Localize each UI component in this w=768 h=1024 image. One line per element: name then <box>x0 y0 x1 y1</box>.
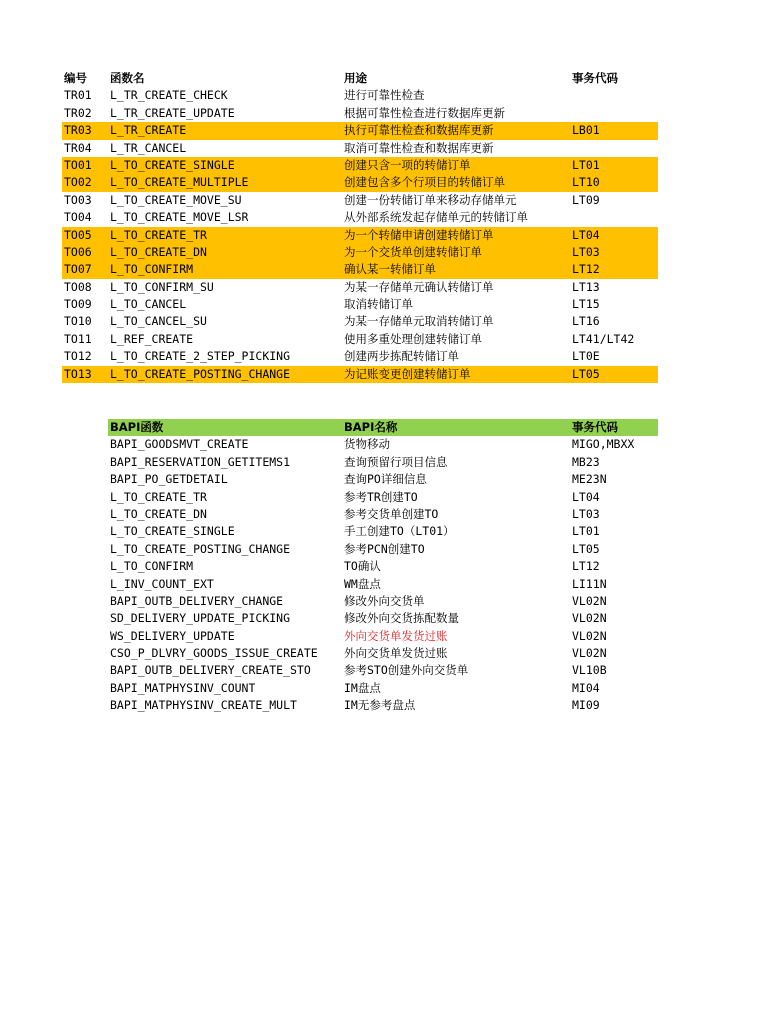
row-bapi-tcode: MI09 <box>572 698 600 713</box>
row-id: TO05 <box>64 227 92 242</box>
row-bapi-tcode: ME23N <box>572 472 607 487</box>
header-tcode: 事务代码 <box>572 71 618 85</box>
row-id: TO04 <box>64 210 92 225</box>
row-bapi-name: 查询预留行项目信息 <box>344 454 448 469</box>
row-bapi-tcode: MIGO,MBXX <box>572 437 635 452</box>
table-row <box>108 662 658 679</box>
row-purpose: 创建包含多个行项目的转储订单 <box>344 175 505 190</box>
row-bapi-tcode: VL02N <box>572 628 607 643</box>
row-bapi-name: 修改外向交货单 <box>344 593 425 608</box>
row-bapi-name: IM无参考盘点 <box>344 698 416 713</box>
row-bapi-function: SD_DELIVERY_UPDATE_PICKING <box>110 611 291 626</box>
table-row <box>62 261 658 278</box>
row-purpose: 创建两步拣配转储订单 <box>344 349 459 364</box>
row-tcode: LT16 <box>572 314 600 329</box>
table-row <box>62 209 658 226</box>
row-bapi-name: 修改外向交货拣配数量 <box>344 611 459 626</box>
row-bapi-name: 外向交货单发货过账 <box>344 628 448 643</box>
table-row <box>108 593 658 610</box>
row-tcode: LT05 <box>572 366 600 381</box>
row-bapi-tcode: MB23 <box>572 454 600 469</box>
row-bapi-function: BAPI_MATPHYSINV_COUNT <box>110 680 256 695</box>
table-row <box>62 140 658 157</box>
row-function-name: L_TO_CONFIRM_SU <box>110 279 214 294</box>
row-function-name: L_REF_CREATE <box>110 331 194 346</box>
row-function-name: L_TR_CREATE_UPDATE <box>110 105 235 120</box>
table-row <box>62 105 658 122</box>
row-purpose: 执行可靠性检查和数据库更新 <box>344 123 494 138</box>
row-bapi-name: 货物移动 <box>344 437 390 452</box>
row-bapi-function: L_INV_COUNT_EXT <box>110 576 214 591</box>
row-bapi-tcode: LT03 <box>572 506 600 521</box>
header-purpose: 用途 <box>344 71 367 85</box>
row-id: TO10 <box>64 314 92 329</box>
row-id: TO09 <box>64 297 92 312</box>
row-id: TO11 <box>64 331 92 346</box>
row-bapi-tcode: LT01 <box>572 524 600 539</box>
table-row <box>62 227 658 244</box>
table-row <box>108 697 658 714</box>
row-bapi-name: WM盘点 <box>344 576 381 591</box>
row-purpose: 进行可靠性检查 <box>344 88 425 103</box>
row-tcode: LT41/LT42 <box>572 331 635 346</box>
row-purpose: 创建只含一项的转储订单 <box>344 157 471 172</box>
row-id: TR02 <box>64 105 92 120</box>
row-bapi-name: 参考交货单创建TO <box>344 506 439 521</box>
row-tcode: LT09 <box>572 192 600 207</box>
row-purpose: 取消转储订单 <box>344 297 413 312</box>
row-bapi-function: BAPI_GOODSMVT_CREATE <box>110 437 249 452</box>
row-bapi-function: BAPI_MATPHYSINV_CREATE_MULT <box>110 698 297 713</box>
row-bapi-name: 外向交货单发货过账 <box>344 646 448 661</box>
table-row <box>62 313 658 330</box>
table-row <box>62 296 658 313</box>
table-row <box>62 348 658 365</box>
row-id: TO12 <box>64 349 92 364</box>
row-bapi-name: 手工创建TO（LT01） <box>344 524 455 539</box>
row-bapi-function: BAPI_PO_GETDETAIL <box>110 472 228 487</box>
row-id: TO03 <box>64 192 92 207</box>
row-id: TO01 <box>64 157 92 172</box>
row-tcode: LB01 <box>572 123 600 138</box>
row-function-name: L_TO_CREATE_2_STEP_PICKING <box>110 349 291 364</box>
row-bapi-function: BAPI_OUTB_DELIVERY_CHANGE <box>110 593 284 608</box>
row-tcode: LT13 <box>572 279 600 294</box>
row-bapi-tcode: VL10B <box>572 663 607 678</box>
table-row <box>108 610 658 627</box>
row-bapi-function: BAPI_RESERVATION_GETITEMS1 <box>110 454 291 469</box>
table-row <box>108 523 658 540</box>
row-function-name: L_TO_CREATE_POSTING_CHANGE <box>110 366 291 381</box>
row-tcode: LT04 <box>572 227 600 242</box>
row-bapi-name: TO确认 <box>344 559 381 574</box>
row-function-name: L_TO_CREATE_SINGLE <box>110 157 235 172</box>
table-row <box>62 122 658 139</box>
table-row <box>108 506 658 523</box>
table-row <box>62 157 658 174</box>
table-row <box>108 628 658 645</box>
bapi-table <box>108 419 658 715</box>
row-function-name: L_TO_CONFIRM <box>110 262 194 277</box>
table-row <box>108 436 658 453</box>
table-row <box>108 541 658 558</box>
row-purpose: 创建一份转储订单来移动存储单元 <box>344 192 517 207</box>
row-id: TR01 <box>64 88 92 103</box>
row-bapi-function: L_TO_CREATE_TR <box>110 489 207 504</box>
row-function-name: L_TO_CANCEL <box>110 297 187 312</box>
row-bapi-tcode: LI11N <box>572 576 607 591</box>
row-function-name: L_TR_CANCEL <box>110 140 187 155</box>
row-id: TO13 <box>64 366 92 381</box>
row-purpose: 为记账变更创建转储订单 <box>344 366 471 381</box>
row-purpose: 为一个交货单创建转储订单 <box>344 244 482 259</box>
row-bapi-tcode: LT12 <box>572 559 600 574</box>
table-row <box>62 331 658 348</box>
row-id: TO06 <box>64 244 92 259</box>
row-tcode: LT15 <box>572 297 600 312</box>
row-bapi-function: L_TO_CREATE_POSTING_CHANGE <box>110 541 291 556</box>
row-function-name: L_TO_CREATE_TR <box>110 227 207 242</box>
row-bapi-name: 参考TR创建TO <box>344 489 418 504</box>
table-row <box>108 471 658 488</box>
row-bapi-function: L_TO_CREATE_SINGLE <box>110 524 235 539</box>
function-table <box>62 70 658 383</box>
row-tcode: LT03 <box>572 244 600 259</box>
row-function-name: L_TO_CREATE_MOVE_SU <box>110 192 242 207</box>
row-purpose: 取消可靠性检查和数据库更新 <box>344 140 494 155</box>
table-row <box>62 366 658 383</box>
table-row <box>108 645 658 662</box>
row-function-name: L_TO_CREATE_MOVE_LSR <box>110 210 249 225</box>
header-bapi-tcode: 事务代码 <box>572 420 618 434</box>
row-purpose: 使用多重处理创建转储订单 <box>344 331 482 346</box>
function-table-body <box>62 87 658 383</box>
row-bapi-function: L_TO_CONFIRM <box>110 559 194 574</box>
row-purpose: 为某一存储单元取消转储订单 <box>344 314 494 329</box>
row-bapi-tcode: MI04 <box>572 680 600 695</box>
row-id: TO02 <box>64 175 92 190</box>
table-row <box>62 87 658 104</box>
row-id: TR04 <box>64 140 92 155</box>
row-id: TO08 <box>64 279 92 294</box>
row-tcode: LT0E <box>572 349 600 364</box>
row-id: TO07 <box>64 262 92 277</box>
header-function-name: 函数名 <box>110 71 145 85</box>
table-row <box>108 454 658 471</box>
bapi-table-header <box>108 419 658 436</box>
table-row <box>108 576 658 593</box>
row-bapi-tcode: LT05 <box>572 541 600 556</box>
table-row <box>62 279 658 296</box>
row-bapi-function: WS_DELIVERY_UPDATE <box>110 628 235 643</box>
table-row <box>62 174 658 191</box>
header-id: 编号 <box>64 71 87 85</box>
row-bapi-name: 参考PCN创建TO <box>344 541 425 556</box>
function-table-header <box>62 70 658 87</box>
row-bapi-name: 查询PO详细信息 <box>344 472 427 487</box>
row-purpose: 为一个转储申请创建转储订单 <box>344 227 494 242</box>
row-bapi-function: BAPI_OUTB_DELIVERY_CREATE_STO <box>110 663 311 678</box>
row-function-name: L_TR_CREATE_CHECK <box>110 88 228 103</box>
table-row <box>108 680 658 697</box>
row-function-name: L_TO_CREATE_DN <box>110 244 207 259</box>
row-function-name: L_TO_CREATE_MULTIPLE <box>110 175 249 190</box>
table-row <box>62 192 658 209</box>
row-bapi-name: 参考STO创建外向交货单 <box>344 663 469 678</box>
table-row <box>108 558 658 575</box>
header-bapi-function: BAPI函数 <box>110 420 164 434</box>
row-bapi-tcode: LT04 <box>572 489 600 504</box>
row-function-name: L_TR_CREATE <box>110 123 187 138</box>
row-purpose: 为某一存储单元确认转储订单 <box>344 279 494 294</box>
row-purpose: 从外部系统发起存储单元的转储订单 <box>344 210 528 225</box>
row-bapi-tcode: VL02N <box>572 611 607 626</box>
row-id: TR03 <box>64 123 92 138</box>
row-bapi-tcode: VL02N <box>572 646 607 661</box>
row-tcode: LT10 <box>572 175 600 190</box>
row-purpose: 根据可靠性检查进行数据库更新 <box>344 105 505 120</box>
bapi-table-body <box>108 436 658 714</box>
row-purpose: 确认某一转储订单 <box>344 262 436 277</box>
row-bapi-function: L_TO_CREATE_DN <box>110 506 207 521</box>
row-tcode: LT12 <box>572 262 600 277</box>
row-function-name: L_TO_CANCEL_SU <box>110 314 207 329</box>
row-bapi-name: IM盘点 <box>344 680 381 695</box>
table-row <box>62 244 658 261</box>
row-bapi-function: CSO_P_DLVRY_GOODS_ISSUE_CREATE <box>110 646 318 661</box>
table-row <box>108 489 658 506</box>
row-tcode: LT01 <box>572 157 600 172</box>
header-bapi-name: BAPI名称 <box>344 420 398 434</box>
row-bapi-tcode: VL02N <box>572 593 607 608</box>
